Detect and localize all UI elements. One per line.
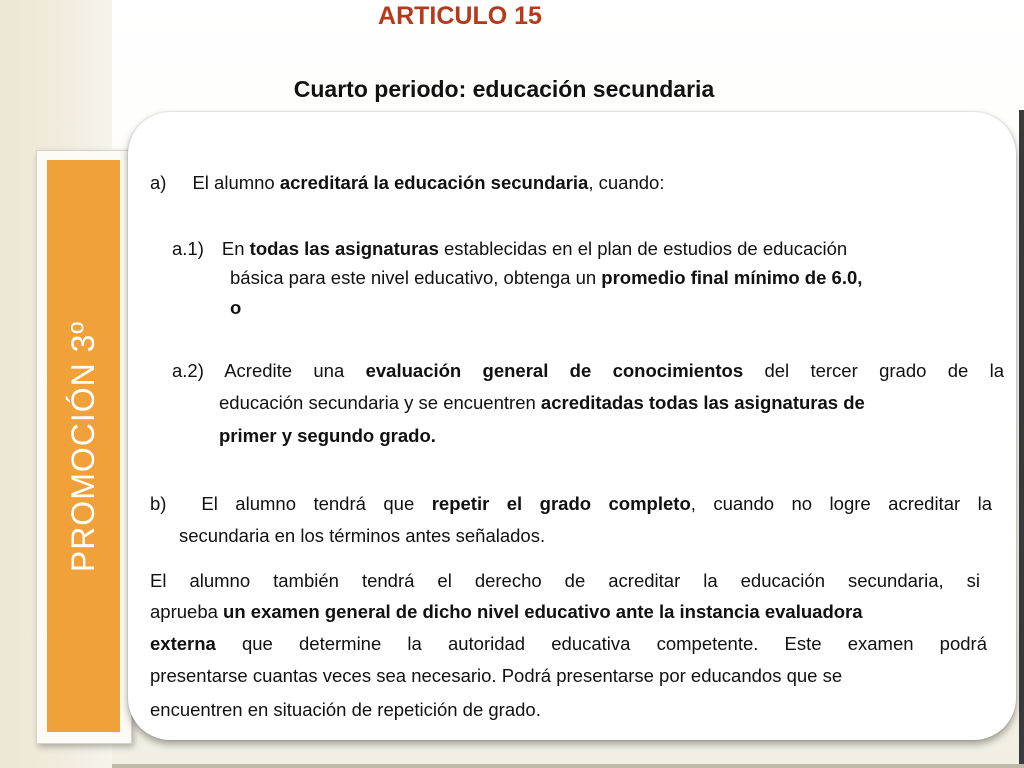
paragraph-text-3b: que determine la autoridad educativa competente. Este examen podrá (215, 633, 987, 654)
item-a2-line-2 (219, 387, 1009, 418)
item-a-text-2: , cuando: (588, 172, 665, 193)
paragraph-text-5: encuentren en situación de repetición de grado. (150, 699, 541, 720)
item-a (150, 167, 910, 198)
item-a1-line-2 (230, 262, 1000, 293)
item-a1-bold-1: todas las asignaturas (249, 238, 439, 259)
item-a1-line-1 (172, 233, 972, 264)
item-a1-line-3 (230, 292, 330, 323)
paragraph-text-1: El alumno también tendrá el derecho de acreditar la educación secundaria, si (150, 570, 980, 591)
paragraph-line-5 (150, 694, 950, 725)
item-b-text-1: El alumno tendrá que (201, 493, 432, 514)
item-a-bold-1: acreditará la educación secundaria (279, 172, 589, 193)
item-a-marker: a) (150, 172, 167, 193)
paragraph-bold-2b: un examen general de dicho nivel educativo ante la instancia evaluadora (223, 601, 863, 622)
item-a2-bold-1: evaluación general de conocimientos (365, 360, 744, 381)
side-label-text: PROMOCIÓN 3º (65, 320, 101, 573)
item-b-bold-1: repetir el grado completo (431, 493, 691, 514)
item-a1-text-1: En (221, 238, 250, 259)
item-a2-text-2: del tercer grado de la (743, 360, 1005, 381)
item-a2-marker: a.2) (172, 360, 204, 381)
slide-title: ARTICULO 15 (378, 2, 542, 30)
item-b-line-2 (179, 520, 979, 551)
item-a1-text-2: establecidas en el plan de estudios de educación (438, 238, 848, 259)
item-a2-text-1: Acredite una (224, 360, 366, 381)
item-a2-line-3 (219, 420, 719, 451)
item-a2-bold-3: primer y segundo grado. (219, 425, 436, 446)
item-b-line-1 (150, 488, 992, 519)
subtitle-line-1: Cuarto periodo: educación secundaria (293, 76, 715, 102)
paragraph-line-3 (150, 628, 987, 659)
item-a2-bold-2: acreditadas todas las asignaturas de (540, 392, 865, 413)
item-b-text-2: , cuando no logre acreditar la (690, 493, 993, 514)
paragraph-bold-3a: externa (150, 633, 216, 654)
paragraph-line-4 (150, 660, 990, 691)
item-a1-text-3: básica para este nivel educativo, obtenga un (230, 267, 602, 288)
item-a-text-1: El alumno (192, 172, 280, 193)
item-a2-line-1 (172, 355, 1004, 386)
item-a1-bold-3: o (230, 297, 242, 318)
item-a1-marker: a.1) (172, 238, 204, 259)
item-b-text-3: secundaria en los términos antes señalados. (179, 525, 546, 546)
paragraph-line-2 (150, 596, 990, 627)
bottom-edge-bar (112, 764, 1024, 768)
item-b-marker: b) (150, 493, 167, 514)
side-label-bar (47, 160, 120, 732)
item-a2-text-3: educación secundaria y se encuentren (219, 392, 541, 413)
item-a1-bold-2: promedio final mínimo de 6.0, (601, 267, 863, 288)
paragraph-text-4: presentarse cuantas veces sea necesario. Podrá presentarse por educandos que se (150, 665, 843, 686)
paragraph-text-2a: aprueba (150, 601, 224, 622)
right-edge-bar (1019, 110, 1024, 768)
paragraph-line-1 (150, 565, 980, 596)
